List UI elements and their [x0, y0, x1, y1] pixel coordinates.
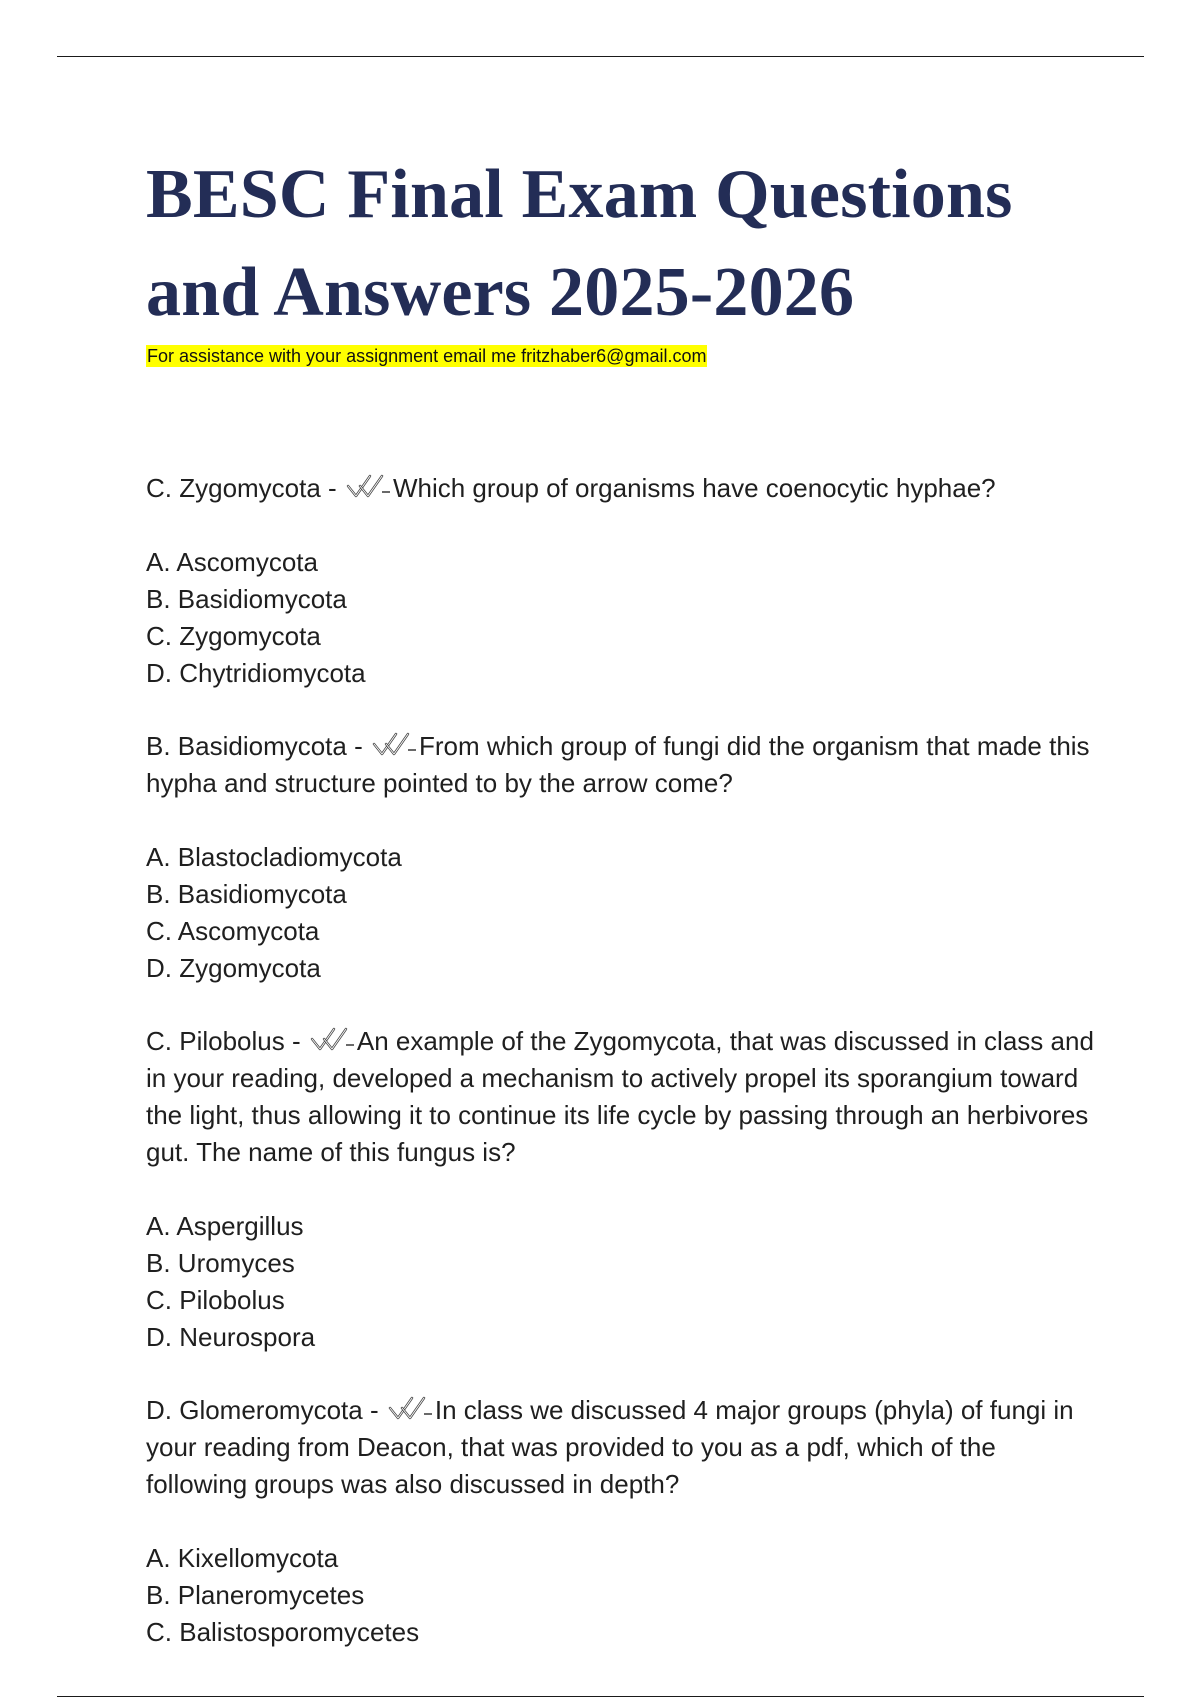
option-item: D. Neurospora: [146, 1322, 316, 1352]
option-item: A. Ascomycota: [146, 547, 318, 577]
option-item: C. Zygomycota: [146, 621, 321, 651]
option-item: A. Kixellomycota: [146, 1543, 339, 1573]
assistance-highlight: For assistance with your assignment email me fritzhaber6@gmail.com: [147, 346, 707, 366]
option-list: [146, 839, 1096, 987]
qa-item: [146, 728, 1096, 987]
qa-item: [146, 1392, 1096, 1651]
option-item: D. Zygomycota: [146, 953, 321, 983]
qa-question-text: In class we discussed 4 major groups (phyla) of fungi in your reading from Deacon, that was provided to you as a pdf, which of the following groups was also discussed in depth?: [146, 1395, 1074, 1499]
qa-list: [146, 470, 1096, 1687]
qa-question-text: Which group of organisms have coenocytic hyphae?: [392, 473, 996, 503]
option-item: B. Planeromycetes: [146, 1580, 365, 1610]
option-item: A. Aspergillus: [146, 1211, 304, 1241]
bottom-rule: [57, 1696, 1144, 1697]
option-list: [146, 1540, 1096, 1651]
qa-item: [146, 470, 1096, 692]
top-rule: [57, 56, 1144, 57]
qa-answer: C. Zygomycota -: [146, 473, 337, 503]
option-item: C. Ascomycota: [146, 916, 320, 946]
page-title: BESC Final Exam Questions and Answers 2025-2026: [146, 156, 1013, 331]
qa-answer: D. Glomeromycota -: [146, 1395, 379, 1425]
double-check-icon: [388, 1394, 434, 1422]
qa-question: [146, 1023, 1096, 1171]
option-item: D. Chytridiomycota: [146, 658, 366, 688]
option-item: B. Uromyces: [146, 1248, 295, 1278]
assistance-note: [146, 345, 707, 367]
option-item: C. Balistosporomycetes: [146, 1617, 420, 1647]
qa-item: [146, 1023, 1096, 1356]
qa-question: [146, 1392, 1096, 1503]
double-check-icon: [310, 1025, 356, 1053]
option-list: [146, 544, 1096, 692]
qa-answer: C. Pilobolus -: [146, 1026, 301, 1056]
double-check-icon: [372, 730, 418, 758]
double-check-icon: [346, 472, 392, 500]
qa-question-text: An example of the Zygomycota, that was discussed in class and in your reading, developed a mechanism to actively propel its sporangium toward the light, thus allowing it to continue its life cycle by passing through an herbivores gut. The name of this fungus is?: [146, 1026, 1094, 1167]
option-item: C. Pilobolus: [146, 1285, 285, 1315]
qa-question-text: From which group of fungi did the organism that made this hypha and structure pointed to by the arrow come?: [146, 731, 1090, 798]
option-item: B. Basidiomycota: [146, 879, 347, 909]
option-list: [146, 1208, 1096, 1356]
option-item: B. Basidiomycota: [146, 584, 347, 614]
option-item: A. Blastocladiomycota: [146, 842, 402, 872]
qa-question: [146, 728, 1096, 802]
qa-question: [146, 470, 1096, 507]
qa-answer: B. Basidiomycota -: [146, 731, 363, 761]
